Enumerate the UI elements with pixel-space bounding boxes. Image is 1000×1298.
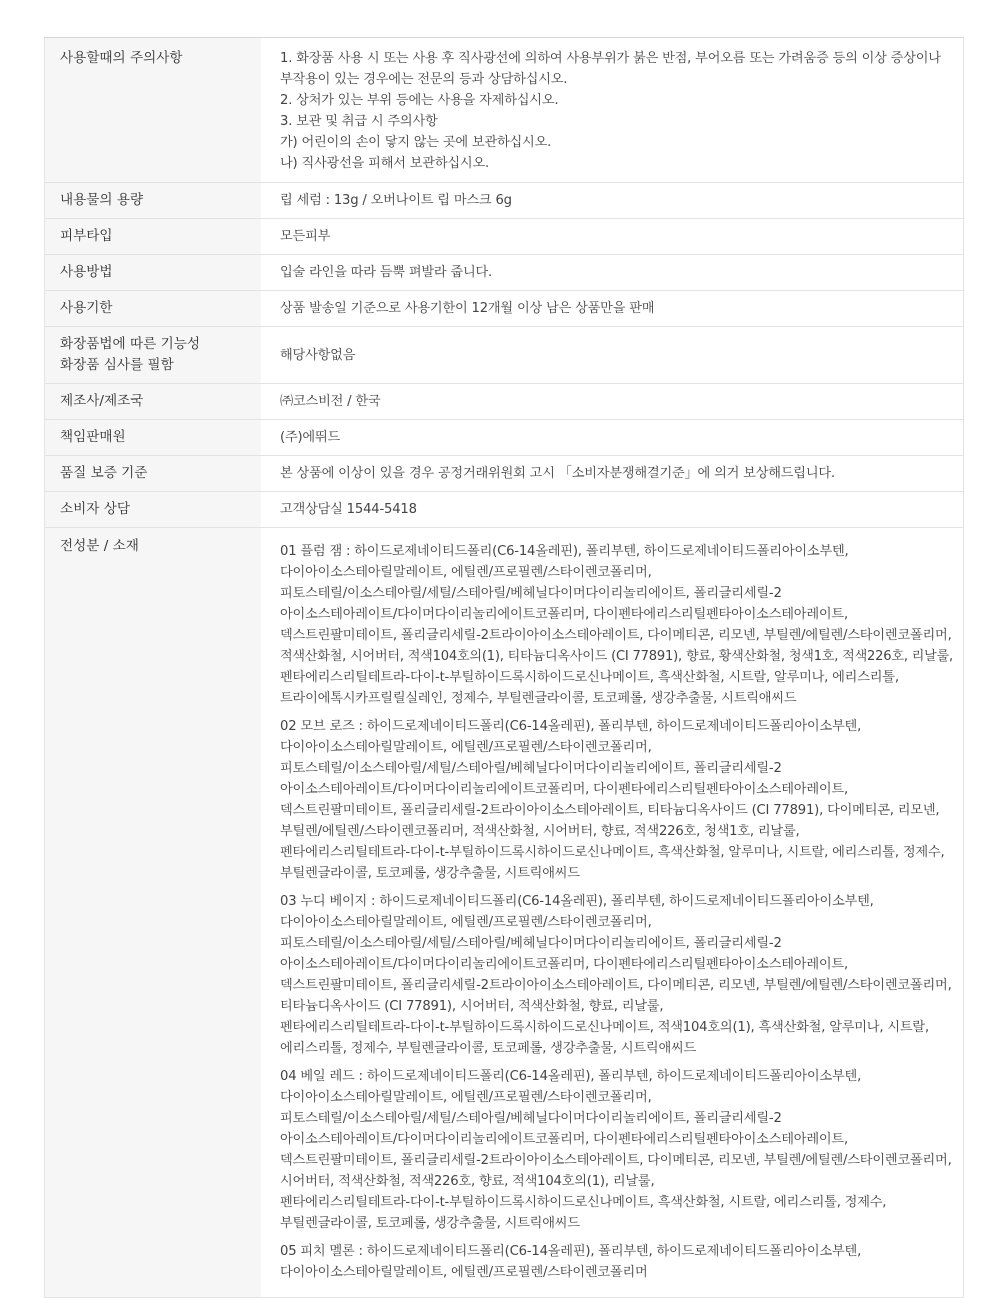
value-skin-type: 모든피부 xyxy=(261,219,964,255)
label-seller: 책임판매원 xyxy=(45,420,262,456)
ingredient-block-05 xyxy=(280,1241,953,1283)
row-functional xyxy=(45,327,964,384)
ingredient-line: 덱스트린팔미테이트, 폴리글리세릴-2트라이아이소스테아레이트, 티타늄디옥사이드 (CI 77891), 다이메티콘, 리모넨, xyxy=(280,803,940,818)
precaution-line: 2. 상처가 있는 부위 등에는 사용을 자제하십시오. xyxy=(280,93,559,108)
ingredient-line: 다이아이소스테아릴말레이트, 에틸렌/프로필렌/스타이렌코폴리머 xyxy=(280,1265,648,1280)
label-consumer: 소비자 상담 xyxy=(45,492,262,528)
value-expiry: 상품 발송일 기준으로 사용기한이 12개월 이상 남은 상품만을 판매 xyxy=(261,291,964,327)
value-capacity: 립 세럼 : 13g / 오버나이트 립 마스크 6g xyxy=(261,183,964,219)
ingredient-line: 아이소스테아레이트/다이머다이리놀리에이트코폴리머, 다이펜타에리스리틸펜타아이소스테아레이트, xyxy=(280,607,848,622)
precaution-line: 가) 어린이의 손이 닿지 않는 곳에 보관하십시오. xyxy=(280,135,552,150)
label-skin-type: 피부타입 xyxy=(45,219,262,255)
label-manufacturer: 제조사/제조국 xyxy=(45,384,262,420)
ingredient-line: 티타늄디옥사이드 (CI 77891), 시어버터, 적색산화철, 향료, 리날룰, xyxy=(280,999,664,1014)
row-usage xyxy=(45,255,964,291)
ingredient-line: 피토스테릴/이소스테아릴/세틸/스테아릴/베헤닐다이머다이리놀리에이트, 폴리글리세릴-2 xyxy=(280,1111,782,1126)
ingredient-line: 덱스트린팔미테이트, 폴리글리세릴-2트라이아이소스테아레이트, 다이메티콘, 리모넨, 부틸렌/에틸렌/스타이렌코폴리머, xyxy=(280,628,952,643)
ingredient-line: 아이소스테아레이트/다이머다이리놀리에이트코폴리머, 다이펜타에리스리틸펜타아이소스테아레이트, xyxy=(280,957,848,972)
label-functional xyxy=(45,327,262,384)
value-functional: 해당사항없음 xyxy=(261,327,964,384)
precaution-line: 1. 화장품 사용 시 또는 사용 후 직사광선에 의하여 사용부위가 붉은 반점, 부어오름 또는 가려움증 등의 이상 증상이나 xyxy=(280,51,941,66)
row-quality xyxy=(45,456,964,492)
ingredient-block-03 xyxy=(280,891,953,1059)
ingredient-line: 펜타에리스리틸테트라-다이-t-부틸하이드록시하이드로신나메이트, 흑색산화철, 시트랄, 에리스리톨, 정제수, xyxy=(280,1195,887,1210)
ingredient-block-02 xyxy=(280,716,953,884)
row-expiry xyxy=(45,291,964,327)
row-ingredients xyxy=(45,528,964,1298)
value-seller: (주)에뛰드 xyxy=(261,420,964,456)
row-skin-type xyxy=(45,219,964,255)
row-capacity xyxy=(45,183,964,219)
ingredient-line: 트라이에톡시카프릴릴실레인, 정제수, 부틸렌글라이콜, 토코페롤, 생강추출물, 시트릭애씨드 xyxy=(280,691,797,706)
precaution-line: 나) 직사광선을 피해서 보관하십시오. xyxy=(280,156,489,171)
ingredient-line: 펜타에리스리틸테트라-다이-t-부틸하이드록시하이드로신나메이트, 흑색산화철, 시트랄, 알루미나, 에리스리톨, xyxy=(280,670,899,685)
label-ingredients: 전성분 / 소재 xyxy=(45,528,262,1298)
row-manufacturer xyxy=(45,384,964,420)
ingredient-line: 다이아이소스테아릴말레이트, 에틸렌/프로필렌/스타이렌코폴리머, xyxy=(280,740,652,755)
label-functional-line: 화장품법에 따른 기능성 xyxy=(60,336,200,352)
value-manufacturer: ㈜코스비전 / 한국 xyxy=(261,384,964,420)
ingredient-line: 03 누디 베이지 : 하이드로제네이티드폴리(C6-14올레핀), 폴리부텐, 하이드로제네이티드폴리아이소부텐, xyxy=(280,894,874,909)
row-consumer xyxy=(45,492,964,528)
label-usage: 사용방법 xyxy=(45,255,262,291)
precaution-line: 3. 보관 및 취급 시 주의사항 xyxy=(280,114,438,129)
ingredient-line: 시어버터, 적색산화철, 적색226호, 향료, 적색104호의(1), 리날룰, xyxy=(280,1174,655,1189)
ingredient-line: 펜타에리스리틸테트라-다이-t-부틸하이드록시하이드로신나메이트, 적색104호의(1), 흑색산화철, 알루미나, 시트랄, xyxy=(280,1020,929,1035)
label-functional-line: 화장품 심사를 필함 xyxy=(60,357,174,373)
value-ingredients xyxy=(261,528,964,1298)
ingredient-line: 에리스리톨, 정제수, 부틸렌글라이콜, 토코페롤, 생강추출물, 시트릭애씨드 xyxy=(280,1041,697,1056)
ingredient-line: 다이아이소스테아릴말레이트, 에틸렌/프로필렌/스타이렌코폴리머, xyxy=(280,565,652,580)
ingredient-line: 적색산화철, 시어버터, 적색104호의(1), 티타늄디옥사이드 (CI 77891), 향료, 황색산화철, 청색1호, 적색226호, 리날룰, xyxy=(280,649,953,664)
row-precautions xyxy=(45,38,964,183)
ingredient-line: 덱스트린팔미테이트, 폴리글리세릴-2트라이아이소스테아레이트, 다이메티콘, 리모넨, 부틸렌/에틸렌/스타이렌코폴리머, xyxy=(280,1153,952,1168)
ingredient-line: 부틸렌/에틸렌/스타이렌코폴리머, 적색산화철, 시어버터, 향료, 적색226호, 청색1호, 리날룰, xyxy=(280,824,800,839)
ingredient-line: 부틸렌글라이콜, 토코페롤, 생강추출물, 시트릭애씨드 xyxy=(280,1216,580,1231)
ingredient-line: 02 모브 로즈 : 하이드로제네이티드폴리(C6-14올레핀), 폴리부텐, 하이드로제네이티드폴리아이소부텐, xyxy=(280,719,862,734)
ingredient-line: 피토스테릴/이소스테아릴/세틸/스테아릴/베헤닐다이머다이리놀리에이트, 폴리글리세릴-2 xyxy=(280,936,782,951)
product-info-table xyxy=(44,37,964,1298)
ingredient-line: 덱스트린팔미테이트, 폴리글리세릴-2트라이아이소스테아레이트, 다이메티콘, 리모넨, 부틸렌/에틸렌/스타이렌코폴리머, xyxy=(280,978,952,993)
ingredient-line: 피토스테릴/이소스테아릴/세틸/스테아릴/베헤닐다이머다이리놀리에이트, 폴리글리세릴-2 xyxy=(280,761,782,776)
precaution-line: 부작용이 있는 경우에는 전문의 등과 상담하십시오. xyxy=(280,72,568,87)
ingredient-line: 아이소스테아레이트/다이머다이리놀리에이트코폴리머, 다이펜타에리스리틸펜타아이소스테아레이트, xyxy=(280,1132,848,1147)
ingredient-block-01 xyxy=(280,541,953,709)
label-capacity: 내용물의 용량 xyxy=(45,183,262,219)
ingredient-line: 01 플럼 잼 : 하이드로제네이티드폴리(C6-14올레핀), 폴리부텐, 하이드로제네이티드폴리아이소부텐, xyxy=(280,544,849,559)
value-quality: 본 상품에 이상이 있을 경우 공정거래위원회 고시 「소비자분쟁해결기준」에 의거 보상해드립니다. xyxy=(261,456,964,492)
ingredient-line: 펜타에리스리틸테트라-다이-t-부틸하이드록시하이드로신나메이트, 흑색산화철, 알루미나, 시트랄, 에리스리톨, 정제수, xyxy=(280,845,945,860)
ingredient-line: 다이아이소스테아릴말레이트, 에틸렌/프로필렌/스타이렌코폴리머, xyxy=(280,915,652,930)
row-seller xyxy=(45,420,964,456)
ingredient-block-04 xyxy=(280,1066,953,1234)
ingredient-line: 아이소스테아레이트/다이머다이리놀리에이트코폴리머, 다이펜타에리스리틸펜타아이소스테아레이트, xyxy=(280,782,848,797)
label-expiry: 사용기한 xyxy=(45,291,262,327)
ingredient-line: 피토스테릴/이소스테아릴/세틸/스테아릴/베헤닐다이머다이리놀리에이트, 폴리글리세릴-2 xyxy=(280,586,782,601)
value-usage: 입술 라인을 따라 듬뿍 펴발라 줍니다. xyxy=(261,255,964,291)
value-consumer: 고객상담실 1544-5418 xyxy=(261,492,964,528)
ingredient-line: 부틸렌글라이콜, 토코페롤, 생강추출물, 시트릭애씨드 xyxy=(280,866,580,881)
ingredient-line: 다이아이소스테아릴말레이트, 에틸렌/프로필렌/스타이렌코폴리머, xyxy=(280,1090,652,1105)
ingredient-line: 05 피치 멜론 : 하이드로제네이티드폴리(C6-14올레핀), 폴리부텐, 하이드로제네이티드폴리아이소부텐, xyxy=(280,1244,862,1259)
ingredient-line: 04 베일 레드 : 하이드로제네이티드폴리(C6-14올레핀), 폴리부텐, 하이드로제네이티드폴리아이소부텐, xyxy=(280,1069,862,1084)
label-precautions: 사용할때의 주의사항 xyxy=(45,38,262,183)
label-quality: 품질 보증 기준 xyxy=(45,456,262,492)
value-precautions xyxy=(261,38,964,183)
